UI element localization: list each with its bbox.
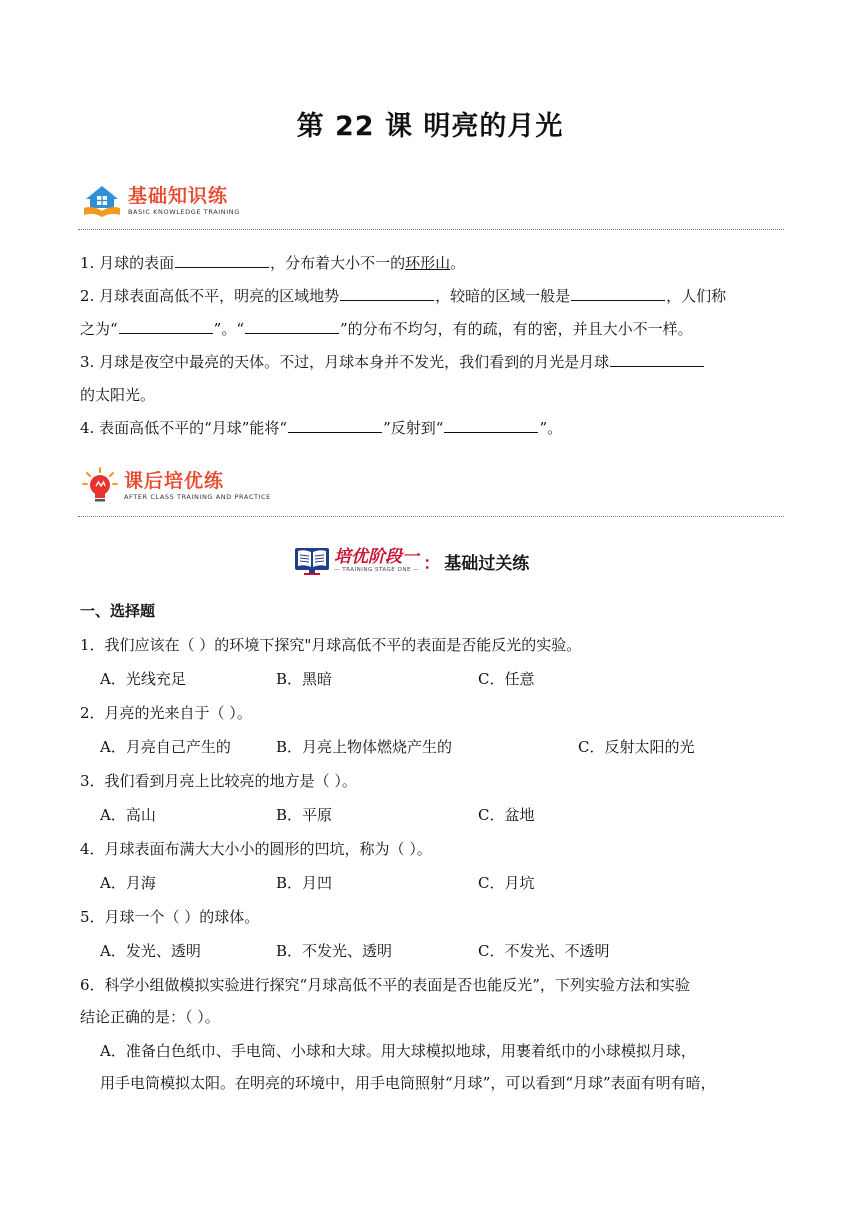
text: ”反射到“ (383, 419, 444, 437)
text: ”的分布不均匀，有的疏，有的密，并且大小不一样。 (340, 320, 693, 338)
lightbulb-icon (82, 467, 118, 505)
fill-item-2 (80, 280, 784, 313)
option-b[interactable]: B．平原 (276, 806, 333, 824)
option-b[interactable]: B．月凹 (276, 874, 333, 892)
question-5: 5．月球一个（ ）的球体。 (80, 908, 260, 926)
text: 1. 月球的表面 (80, 254, 175, 272)
after-class-banner (82, 465, 271, 507)
stage-colon: ： (423, 553, 441, 574)
answer-blank[interactable] (444, 417, 538, 433)
option-c[interactable]: C．盆地 (478, 806, 535, 824)
house-book-icon (82, 184, 122, 218)
text: ，人们称 (666, 287, 727, 305)
fill-in-section (80, 247, 784, 445)
divider (78, 229, 784, 230)
book-monitor-icon (294, 546, 330, 576)
text: 的太阳光。 (80, 386, 156, 404)
answer-blank[interactable] (340, 285, 434, 301)
banner-subtitle: BASIC KNOWLEDGE TRAINING (128, 207, 240, 216)
underlined-term: 环形山 (405, 254, 451, 272)
option-b[interactable]: B．月亮上物体燃烧产生的 (276, 738, 453, 756)
option-c[interactable]: C．月坑 (478, 874, 535, 892)
answer-blank[interactable] (175, 252, 269, 268)
fill-item-4 (80, 412, 784, 445)
text: ，分布着大小不一的 (270, 254, 406, 272)
option-a[interactable]: A．月海 (100, 874, 156, 892)
option-a[interactable]: A．月亮自己产生的 (100, 738, 231, 756)
fill-item-1 (80, 247, 784, 280)
question-4: 4．月球表面布满大大小小的圆形的凹坑，称为（ ）。 (80, 840, 432, 858)
text: 2. 月球表面高低不平，明亮的区域地势 (80, 287, 340, 305)
text: ”。 (539, 419, 563, 437)
question-2: 2．月亮的光来自于（ ）。 (80, 704, 252, 722)
answer-blank[interactable] (610, 351, 704, 367)
text: 4. 表面高低不平的“月球”能将“ (80, 419, 288, 437)
stage-subtitle: — TRAINING STAGE ONE — (334, 566, 420, 573)
option-a[interactable]: A．光线充足 (100, 670, 186, 688)
option-b[interactable]: B．黑暗 (276, 670, 333, 688)
question-1: 1．我们应该在（ ）的环境下探究"月球高低不平的表面是否能反光的实验。 (80, 636, 582, 654)
answer-blank[interactable] (571, 285, 665, 301)
stage-name: 基础过关练 (444, 553, 530, 574)
stage-header (294, 546, 529, 576)
option-a[interactable]: A．高山 (100, 806, 156, 824)
question-6-option-a-line-1[interactable]: A．准备白色纸巾、手电筒、小球和大球。用大球模拟地球，用裹着纸巾的小球模拟月球， (100, 1042, 696, 1060)
question-6-line-1: 6．科学小组做模拟实验进行探究“月球高低不平的表面是否也能反光”，下列实验方法和实验 (80, 976, 690, 994)
text: 。 (450, 254, 466, 272)
question-6-option-a-line-2: 用手电筒模拟太阳。在明亮的环境中，用手电筒照射“月球”，可以看到“月球”表面有明有暗， (100, 1074, 716, 1092)
text: 之为“ (80, 320, 118, 338)
page-title: 第 22 课 明亮的月光 (296, 111, 564, 142)
option-c[interactable]: C．不发光、不透明 (478, 942, 610, 960)
answer-blank[interactable] (119, 318, 213, 334)
option-a[interactable]: A．发光、透明 (100, 942, 201, 960)
text: ”。“ (213, 320, 245, 338)
divider (78, 516, 784, 517)
text: ，较暗的区域一般是 (435, 287, 571, 305)
banner-title: 基础知识练 (128, 184, 229, 207)
option-c[interactable]: C．任意 (478, 670, 535, 688)
section-heading: 一、选择题 (80, 602, 156, 620)
fill-item-2-cont (80, 313, 784, 346)
answer-blank[interactable] (288, 417, 382, 433)
stage-title: 培优阶段一 (334, 546, 419, 567)
fill-item-3 (80, 346, 784, 379)
text: 3. 月球是夜空中最亮的天体。不过，月球本身并不发光，我们看到的月光是月球 (80, 353, 610, 371)
banner-title: 课后培优练 (124, 469, 225, 492)
fill-item-3-cont (80, 379, 784, 412)
banner-subtitle: AFTER CLASS TRAINING AND PRACTICE (124, 492, 271, 501)
question-3: 3．我们看到月亮上比较亮的地方是（ ）。 (80, 772, 357, 790)
option-b[interactable]: B．不发光、透明 (276, 942, 393, 960)
basic-knowledge-banner (82, 180, 240, 222)
answer-blank[interactable] (245, 318, 339, 334)
question-6-line-2: 结论正确的是：（ ）。 (80, 1008, 220, 1026)
option-c[interactable]: C．反射太阳的光 (578, 738, 695, 756)
